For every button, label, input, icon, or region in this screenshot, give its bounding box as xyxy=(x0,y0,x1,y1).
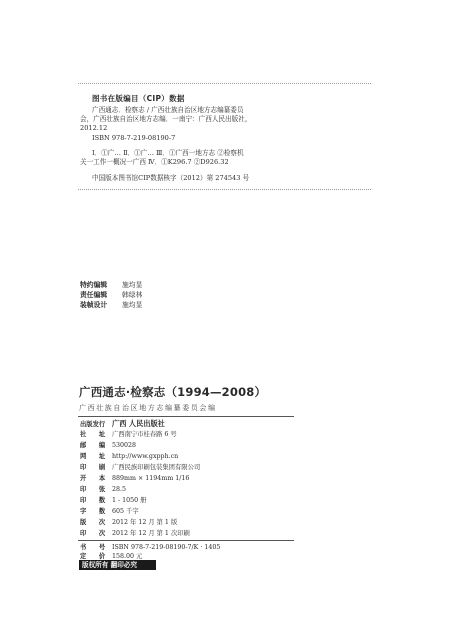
cip-bottom-divider xyxy=(78,189,371,190)
pub-label: 印 数 xyxy=(80,497,106,504)
pub-row xyxy=(80,474,189,483)
pub-row-isbn xyxy=(80,543,220,552)
pub-row xyxy=(80,496,146,505)
publication-top-rule xyxy=(78,416,294,417)
staff-label: 装帧设计 xyxy=(80,301,108,309)
pub-row xyxy=(80,485,126,494)
pub-label: 社 址 xyxy=(80,431,106,438)
pub-row xyxy=(80,452,178,461)
staff-value: 施均显 xyxy=(122,301,143,309)
staff-row xyxy=(80,299,142,309)
cip-line: 会，广西壮族自治区地方志编．一南宁：广西人民出版社， xyxy=(80,115,252,123)
pub-value: 2012 年 12 月 第 1 次印刷 xyxy=(112,530,190,537)
pub-label: 印 次 xyxy=(80,530,106,537)
pub-row xyxy=(80,518,177,527)
pub-label: 网 址 xyxy=(80,453,106,460)
pub-label: 书 号 xyxy=(80,544,106,551)
pub-label: 定 价 xyxy=(80,553,106,560)
pub-row xyxy=(80,441,136,450)
cip-line: 广西通志．检察志 / 广西壮族自治区地方志编纂委员 xyxy=(92,106,244,114)
pub-value: http://www.gxpph.cn xyxy=(112,453,179,460)
isbn-value: ISBN 978-7-219-08190-7/K · 1405 xyxy=(112,544,221,551)
pub-value: 530028 xyxy=(112,442,137,449)
staff-row xyxy=(80,289,142,299)
pub-value: 广西南宁市桂春路 6 号 xyxy=(112,431,177,438)
staff-value: 韩绿林 xyxy=(122,291,143,299)
pub-label: 版 次 xyxy=(80,519,106,526)
staff-label: 责任编辑 xyxy=(80,291,108,299)
pub-value: 广西民族印刷包装集团有限公司 xyxy=(112,464,201,471)
cip-line: 中国版本图书馆CIP数据核字（2012）第 274543 号 xyxy=(92,174,250,182)
pub-value: 28.5 xyxy=(112,486,127,493)
pub-label: 印 张 xyxy=(80,486,106,493)
pub-label: 开 本 xyxy=(80,475,106,482)
pub-value: 1 - 1050 册 xyxy=(112,497,147,504)
pricing-top-rule xyxy=(78,540,294,541)
cip-line: Ⅰ．①广… Ⅱ．①广… Ⅲ．①广西一地方志 ②检察机 xyxy=(92,149,244,157)
cip-line: ISBN 978-7-219-08190-7 xyxy=(92,134,176,142)
pub-value: 605 千字 xyxy=(112,508,139,515)
staff-label: 特约编辑 xyxy=(80,281,108,289)
publisher-logo: 广西 人民出版社 xyxy=(112,419,165,428)
pub-value: 2012 年 12 月 第 1 版 xyxy=(112,519,178,526)
cip-line: 2012.12 xyxy=(80,124,108,132)
book-title: 广西通志·检察志（1994—2008） xyxy=(79,385,267,399)
pub-row xyxy=(80,507,139,516)
staff-row xyxy=(80,279,142,289)
pub-row-publisher xyxy=(80,419,165,428)
pub-label: 印 刷 xyxy=(80,464,106,471)
pub-label: 出版发行 xyxy=(80,421,106,428)
pub-label: 字 数 xyxy=(80,508,106,515)
pub-value: 889mm × 1194mm 1/16 xyxy=(112,475,190,482)
rights-banner: 版权所有 翻印必究 xyxy=(79,560,156,570)
price-value: 158.00 元 xyxy=(112,553,143,560)
pub-row xyxy=(80,430,177,439)
book-author: 广西壮族自治区地方志编纂委员会编 xyxy=(79,404,217,412)
cip-line: 关一工作一概况一广西 Ⅳ．①K296.7 ②D926.32 xyxy=(80,158,229,166)
pub-row xyxy=(80,463,200,472)
cip-top-divider xyxy=(78,83,371,84)
cip-title: 图书在版编目（CIP）数据 xyxy=(92,94,185,103)
staff-value: 施均显 xyxy=(122,281,143,289)
pub-label: 邮 编 xyxy=(80,442,106,449)
pub-row xyxy=(80,529,190,538)
